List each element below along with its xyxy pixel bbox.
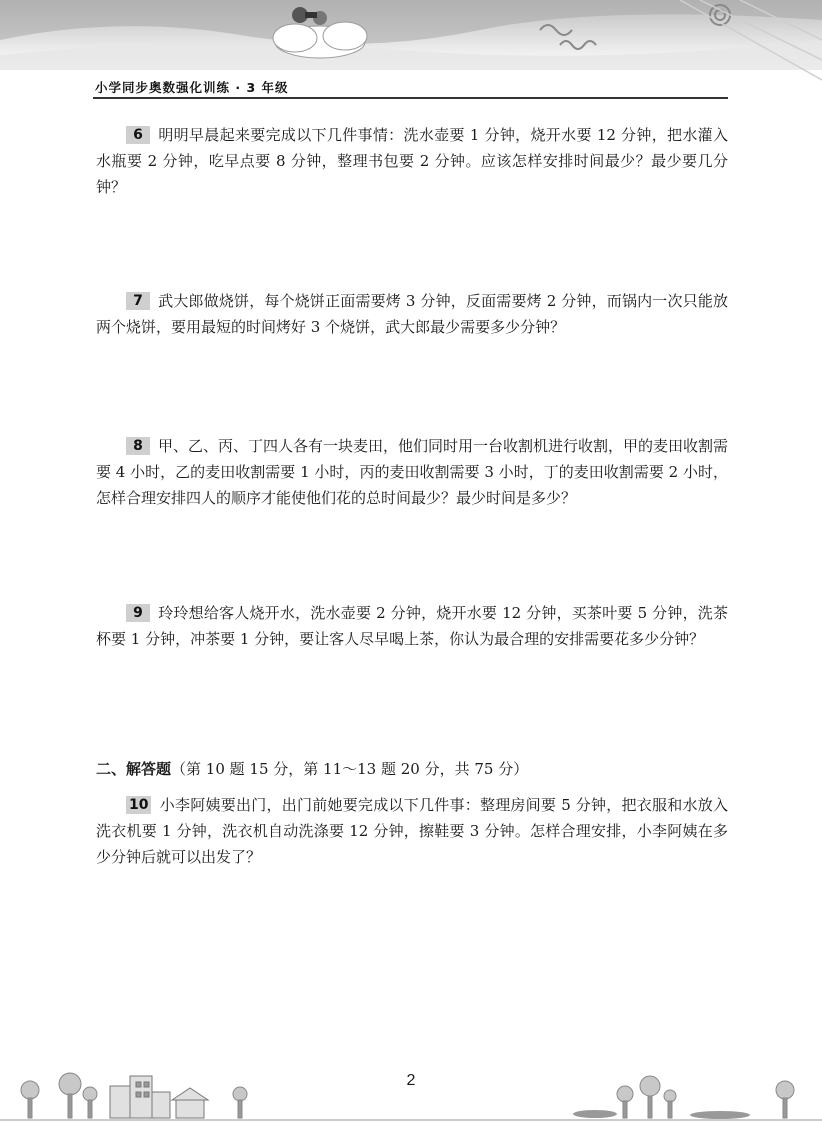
page-header-title: 小学同步奥数强化训练 · 3 年级: [95, 80, 289, 95]
question-number-badge: 8: [126, 437, 150, 455]
building-icon: [110, 1076, 208, 1118]
question-text: 明明早晨起来要完成以下几件事情：洗水壶要 1 分钟，烧开水要 12 分钟，把水灌入水瓶要 2 分钟，吃早点要 8 分钟，整理书包要 2 分钟。应该怎样安排时间最少？最少要几分钟？: [96, 126, 728, 196]
header-divider: [93, 97, 728, 99]
cloud-icon: [273, 22, 367, 58]
section-heading: [96, 756, 528, 782]
question-text: 小李阿姨要出门，出门前她要完成以下几件事：整理房间要 5 分钟，把衣服和水放入洗衣机要 1 分钟，洗衣机自动洗涤要 12 分钟，擦鞋要 3 分钟。怎样合理安排，小李阿姨在多少分钟后就可以出发了？: [96, 796, 728, 866]
question-text: 玲玲想给客人烧开水，洗水壶要 2 分钟，烧开水要 12 分钟，买茶叶要 5 分钟，洗茶杯要 1 分钟，冲茶要 1 分钟，要让客人尽早喝上茶，你认为最合理的安排需要花多少分钟？: [96, 604, 728, 648]
section-score-note: （第 10 题 15 分，第 11～13 题 20 分，共 75 分）: [171, 760, 529, 778]
rock-icon: [573, 1110, 750, 1119]
section-title: 二、解答题: [96, 760, 172, 778]
question-8: [96, 433, 728, 511]
page-number: 2: [406, 1072, 416, 1089]
question-10: [96, 792, 728, 870]
question-text: 武大郎做烧饼，每个烧饼正面需要烤 3 分钟，反面需要烤 2 分钟，而锅内一次只能放两个烧饼，要用最短的时间烤好 3 个烧饼，武大郎最少需要多少分钟？: [96, 292, 728, 336]
question-6: [96, 122, 728, 200]
question-number-badge: 7: [126, 292, 150, 310]
question-9: [96, 600, 728, 652]
question-7: [96, 288, 728, 340]
question-number-badge: 6: [126, 126, 150, 144]
question-text: 甲、乙、丙、丁四人各有一块麦田，他们同时用一台收割机进行收割，甲的麦田收割需要 4 小时，乙的麦田收割需要 1 小时，丙的麦田收割需要 3 小时，丁的麦田收割需要 2 小时，怎样合理安排四人的顺序才能使他们花的总时间最少？最少时间是多少？: [96, 437, 729, 507]
footer-banner-art: [0, 1070, 822, 1122]
question-number-badge: 9: [126, 604, 150, 622]
question-number-badge: 10: [126, 796, 151, 814]
